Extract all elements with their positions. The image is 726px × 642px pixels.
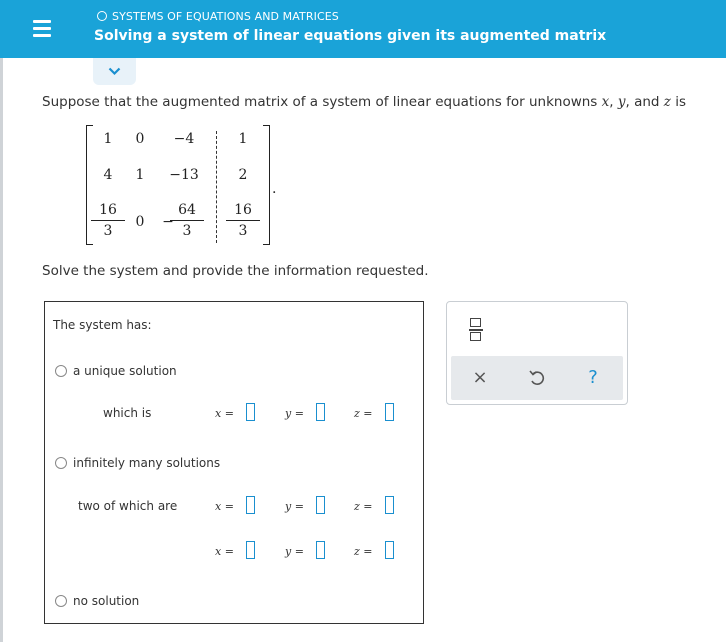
- fraction-icon[interactable]: [469, 318, 483, 342]
- matrix-cell: 1: [135, 167, 145, 183]
- matrix-cell: 4: [103, 167, 113, 183]
- clear-icon[interactable]: ×: [472, 367, 488, 388]
- topic-label[interactable]: SYSTEMS OF EQUATIONS AND MATRICES: [97, 10, 339, 23]
- z-equals-label: z =: [354, 545, 373, 558]
- matrix-fraction: $\frac{64}{3}$: [170, 202, 204, 239]
- infinite-2-z-input[interactable]: [385, 541, 394, 559]
- matrix-cell: 0: [135, 214, 145, 230]
- infinite-2-x-input[interactable]: [246, 541, 255, 559]
- topic-progress-icon: [97, 11, 107, 21]
- augment-divider: [216, 131, 217, 243]
- chevron-down-icon: [108, 67, 121, 76]
- which-is-label: which is: [103, 406, 152, 420]
- tools-action-bar: [451, 356, 623, 400]
- infinite-1-x-input[interactable]: [246, 496, 255, 514]
- expand-tab-button[interactable]: [93, 58, 136, 85]
- unique-solution-label[interactable]: a unique solution: [73, 364, 177, 378]
- y-equals-label: y =: [285, 545, 304, 558]
- y-equals-label: y =: [285, 500, 304, 513]
- infinite-solutions-radio[interactable]: [55, 457, 67, 469]
- matrix-fraction: $\frac{16}{3}$: [226, 202, 260, 239]
- matrix-cell: −4: [173, 131, 195, 147]
- menu-button[interactable]: [0, 0, 78, 58]
- x-equals-label: x =: [215, 407, 234, 420]
- no-solution-radio[interactable]: [55, 595, 67, 607]
- page-title: Solving a system of linear equations given its augmented matrix: [94, 28, 607, 44]
- z-equals-label: z =: [354, 500, 373, 513]
- right-bracket: [263, 125, 270, 245]
- infinite-1-z-input[interactable]: [385, 496, 394, 514]
- answer-heading: The system has:: [53, 318, 152, 332]
- two-of-which-label: two of which are: [78, 499, 178, 513]
- matrix-period: .: [272, 181, 277, 197]
- hamburger-menu-icon: [33, 20, 51, 38]
- matrix-cell: 0: [135, 131, 145, 147]
- unique-x-input[interactable]: [246, 403, 255, 421]
- x-equals-label: x =: [215, 500, 234, 513]
- unique-solution-radio[interactable]: [55, 365, 67, 377]
- left-border: [0, 58, 3, 642]
- minus-sign: −: [162, 214, 174, 230]
- problem-statement: Suppose that the augmented matrix of a system of linear equations for unknowns x, y, and z is: [42, 94, 686, 110]
- matrix-cell: −13: [169, 167, 199, 183]
- matrix-cell: 2: [238, 167, 248, 183]
- undo-icon[interactable]: [527, 368, 547, 388]
- infinite-2-y-input[interactable]: [316, 541, 325, 559]
- answer-panel: [44, 301, 424, 624]
- x-equals-label: x =: [215, 545, 234, 558]
- help-icon[interactable]: ?: [588, 367, 598, 388]
- math-tools-palette: [446, 301, 628, 405]
- instruction-text: Solve the system and provide the information requested.: [42, 263, 429, 279]
- unique-y-input[interactable]: [316, 403, 325, 421]
- unique-z-input[interactable]: [385, 403, 394, 421]
- augmented-matrix: [82, 125, 282, 245]
- no-solution-label[interactable]: no solution: [73, 594, 140, 608]
- matrix-fraction: $\frac{16}{3}$: [91, 202, 125, 239]
- header-bar: [0, 0, 726, 58]
- infinite-solutions-label[interactable]: infinitely many solutions: [73, 456, 221, 470]
- z-equals-label: z =: [354, 407, 373, 420]
- infinite-1-y-input[interactable]: [316, 496, 325, 514]
- matrix-cell: 1: [238, 131, 248, 147]
- y-equals-label: y =: [285, 407, 304, 420]
- matrix-cell: 1: [103, 131, 113, 147]
